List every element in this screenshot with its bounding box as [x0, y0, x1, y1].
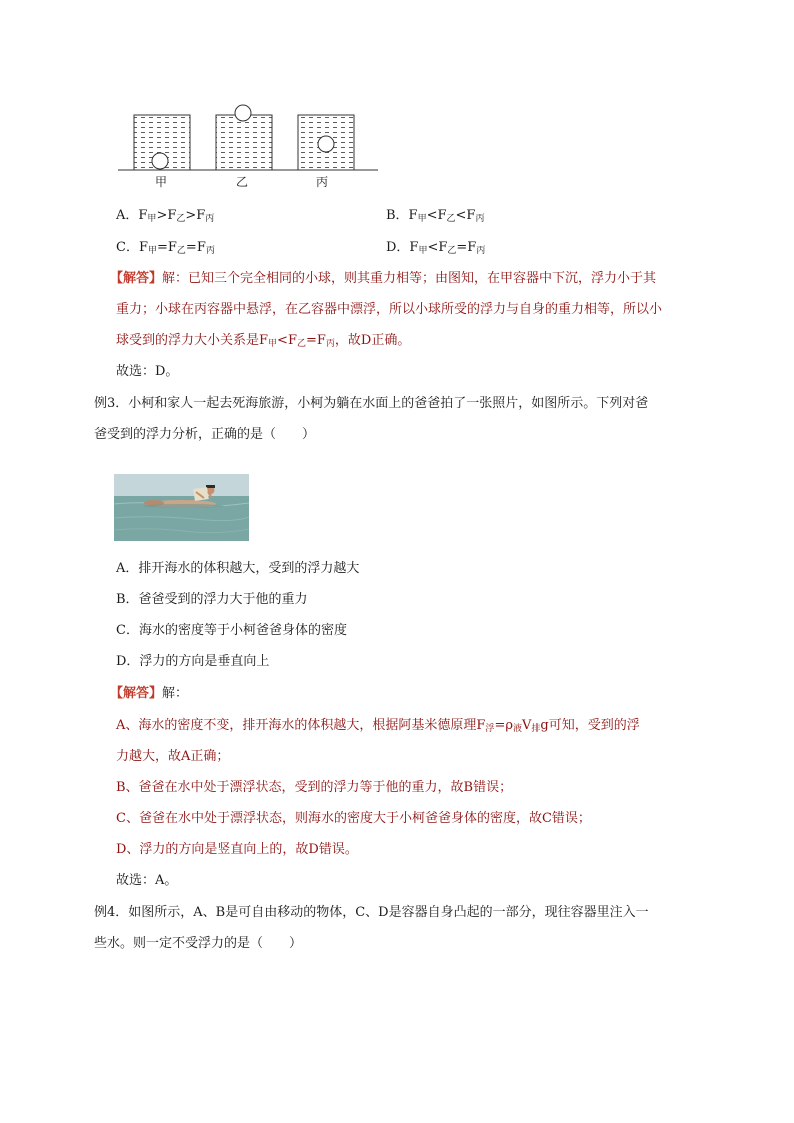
q4-stem-line1: 例4．如图所示，A、B是可自由移动的物体，C、D是容器自身凸起的一部分，现往容器里注入一 — [94, 905, 649, 920]
floating-man-illustration — [114, 474, 249, 541]
ball-bing — [318, 136, 334, 152]
container-bing — [298, 115, 354, 170]
container-yi — [216, 105, 272, 170]
q3-stem-line2: 爸受到的浮力分析，正确的是（ ） — [94, 427, 316, 442]
q3-expl-a-line2: 力越大，故A正确； — [116, 749, 230, 764]
label-yi: 乙 — [236, 175, 249, 189]
q3-option-c[interactable]: C．海水的密度等于小柯爸爸身体的密度 — [116, 623, 347, 638]
container-jia — [134, 115, 190, 170]
q3-expl-a-line1: A、海水的密度不变，排开海水的体积越大，根据阿基米德原理$F_浮=\rho_液V_排g$可知，受到的浮 — [116, 718, 640, 734]
q3-expl-d: D、浮力的方向是竖直向上的，故D错误。 — [116, 842, 358, 857]
q2-option-c[interactable]: C．$F_甲=F_乙=F_丙$ — [116, 240, 215, 256]
q3-option-b[interactable]: B．爸爸受到的浮力大于他的重力 — [116, 592, 308, 607]
ball-jia — [152, 153, 168, 169]
q2-option-d[interactable]: D．$F_甲<F_乙=F_丙$ — [386, 240, 486, 256]
q2-option-b[interactable]: B．$F_甲<F_乙<F_丙$ — [386, 208, 485, 224]
q2-choose: 故选：D。 — [116, 364, 179, 379]
q3-expl-b: B、爸爸在水中处于漂浮状态，受到的浮力等于他的重力，故B错误； — [116, 780, 513, 795]
label-bing: 丙 — [316, 175, 329, 189]
q2-answer-line1: 【解答】解：已知三个完全相同的小球，则其重力相等；由图知，在甲容器中下沉，浮力小于其 — [110, 271, 657, 286]
q4-stem-line2: 些水。则一定不受浮力的是（ ） — [94, 936, 303, 951]
q2-option-a[interactable]: A．$F_甲>F_乙>F_丙$ — [116, 208, 215, 224]
dead-sea-photo — [114, 474, 249, 541]
q3-stem-line1: 例3．小柯和家人一起去死海旅游，小柯为躺在水面上的爸爸拍了一张照片，如图所示。下列对爸 — [94, 396, 649, 411]
q3-answer-head: 【解答】解： — [110, 686, 189, 701]
q2-answer-line3: 球受到的浮力大小关系是$F_甲<F_乙=F_丙$，故D正确。 — [116, 333, 411, 349]
q3-choose: 故选：A。 — [116, 873, 178, 888]
q3-expl-c: C、爸爸在水中处于漂浮状态，则海水的密度大于小柯爸爸身体的密度，故C错误； — [116, 811, 591, 826]
ball-yi — [235, 105, 251, 121]
q3-option-d[interactable]: D．浮力的方向是垂直向上 — [116, 654, 270, 669]
q2-answer-line2: 重力；小球在丙容器中悬浮，在乙容器中漂浮，所以小球所受的浮力与自身的重力相等，所以小 — [116, 302, 663, 317]
label-jia: 甲 — [155, 175, 168, 189]
q3-option-a[interactable]: A．排开海水的体积越大，受到的浮力越大 — [116, 561, 360, 576]
containers-figure — [116, 100, 380, 192]
